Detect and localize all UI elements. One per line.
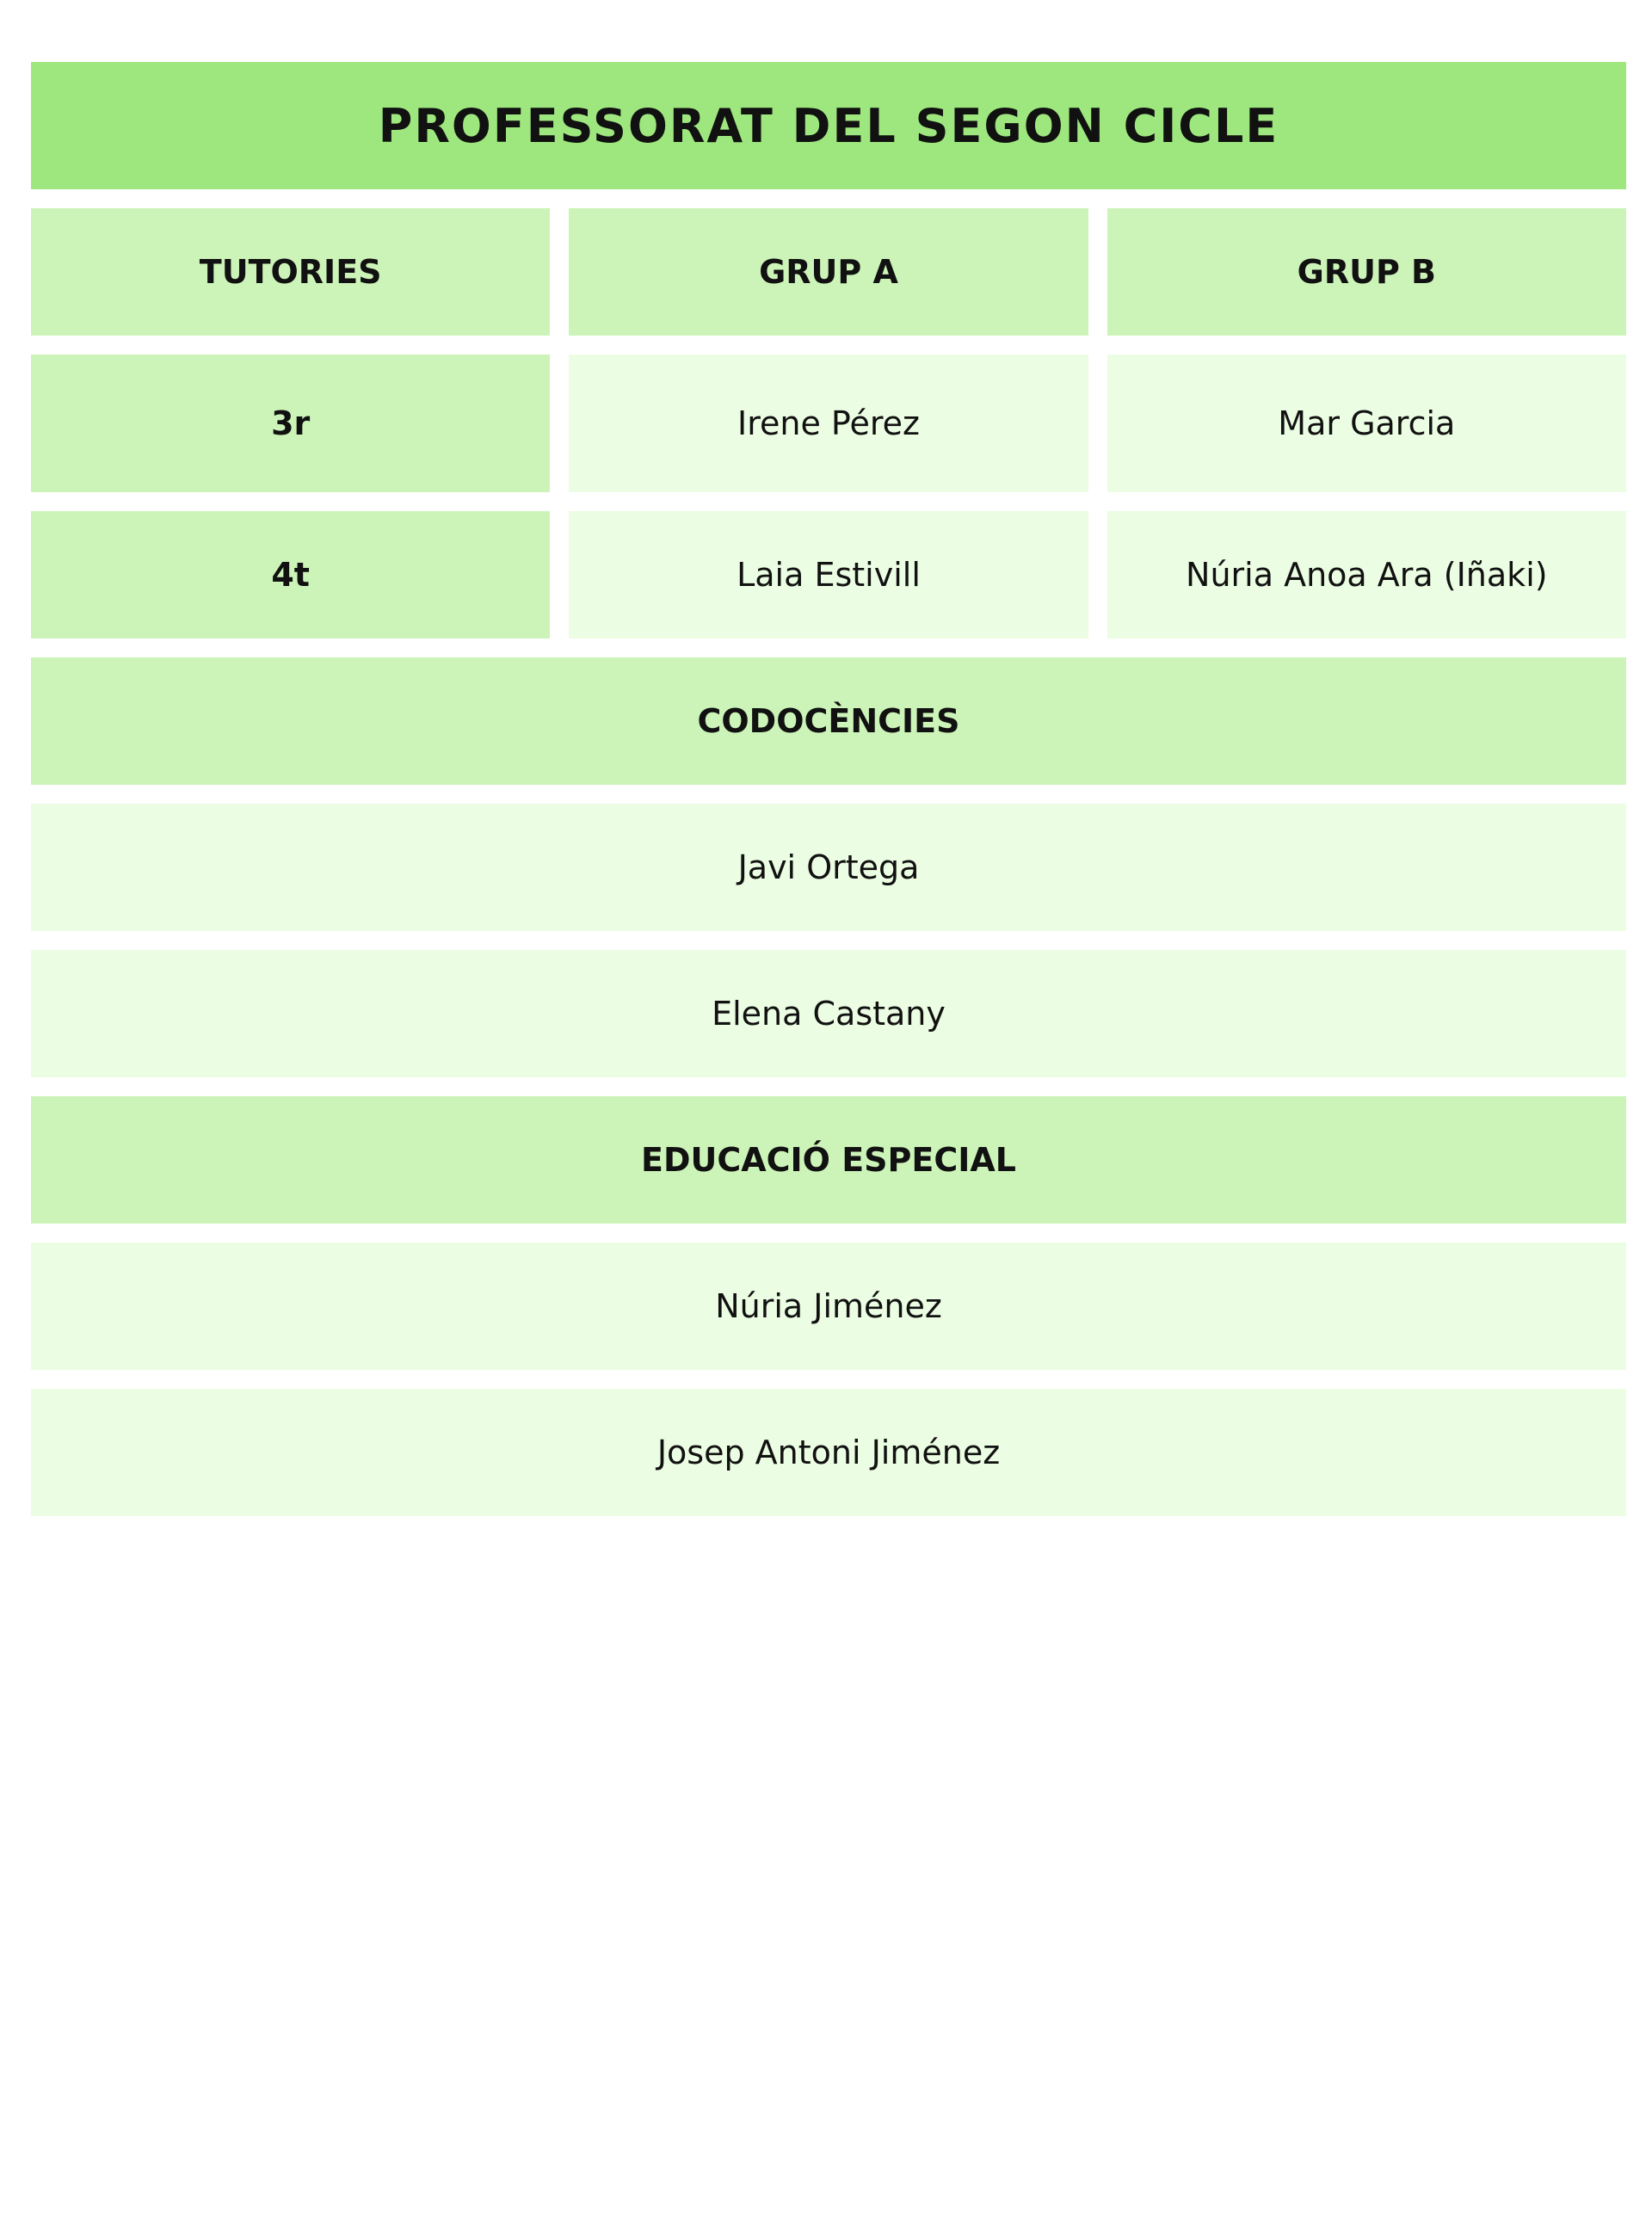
codocencies-header-row: [31, 657, 1626, 785]
row-label-4t: 4t: [31, 511, 550, 638]
educacio-especial-header-row: [31, 1096, 1626, 1224]
title-row: [31, 62, 1626, 189]
codocencies-row-1: [31, 804, 1626, 931]
list-item: Javi Ortega: [31, 804, 1626, 931]
list-item: Josep Antoni Jiménez: [31, 1389, 1626, 1516]
section-heading-educacio-especial: EDUCACIÓ ESPECIAL: [31, 1096, 1626, 1224]
tutories-header-row: [31, 208, 1626, 336]
codocencies-row-2: [31, 950, 1626, 1077]
tutor-4t-grup-b: Núria Anoa Ara (Iñaki): [1107, 511, 1626, 638]
list-item: Elena Castany: [31, 950, 1626, 1077]
tutor-3r-grup-b: Mar Garcia: [1107, 355, 1626, 492]
section-heading-codocencies: CODOCÈNCIES: [31, 657, 1626, 785]
tutor-3r-grup-a: Irene Pérez: [569, 355, 1088, 492]
tutories-row-4t: [31, 511, 1626, 638]
header-tutories: TUTORIES: [31, 208, 550, 336]
list-item: Núria Jiménez: [31, 1243, 1626, 1370]
header-grup-a: GRUP A: [569, 208, 1088, 336]
page-title: PROFESSORAT DEL SEGON CICLE: [31, 62, 1626, 189]
header-grup-b: GRUP B: [1107, 208, 1626, 336]
staff-table: [31, 62, 1626, 1535]
row-label-3r: 3r: [31, 355, 550, 492]
tutories-row-3r: [31, 355, 1626, 492]
educacio-especial-row-1: [31, 1243, 1626, 1370]
tutor-4t-grup-a: Laia Estivill: [569, 511, 1088, 638]
educacio-especial-row-2: [31, 1389, 1626, 1516]
